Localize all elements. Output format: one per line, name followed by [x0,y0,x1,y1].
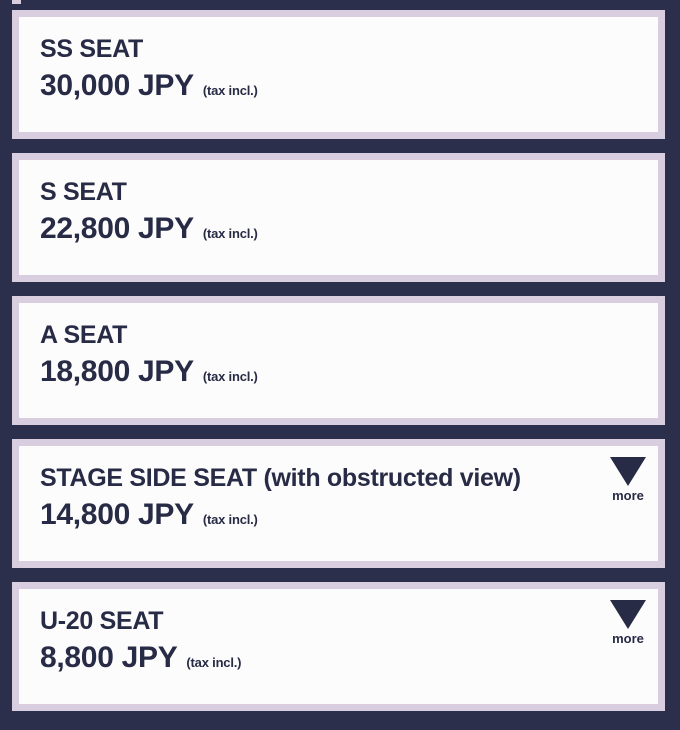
seat-name: A SEAT [40,321,128,349]
card-text [19,589,658,676]
seat-card-s [12,153,665,282]
card-text [19,160,658,247]
card-text [19,303,658,390]
more-button[interactable] [610,457,646,502]
tax-note: (tax incl.) [202,226,258,241]
price-row [40,355,586,390]
seat-price: 14,800 JPY [40,498,194,531]
seat-card-stage-side [12,439,665,568]
tax-note: (tax incl.) [202,512,258,527]
price-row [40,641,586,676]
seat-price: 30,000 JPY [40,69,194,102]
cutoff-card-remnant [12,0,21,4]
expand-more-icon [610,457,646,486]
seat-name: STAGE SIDE SEAT (with obstructed view) [40,464,521,492]
seat-name: SS SEAT [40,35,144,63]
price-row [40,69,586,104]
seat-price: 22,800 JPY [40,212,194,245]
more-label: more [612,488,644,503]
price-row [40,212,586,247]
seat-name: U-20 SEAT [40,607,164,635]
more-button[interactable] [610,600,646,645]
card-text [19,17,658,104]
tax-note: (tax incl.) [202,369,258,384]
seat-name: S SEAT [40,178,127,206]
seat-price: 18,800 JPY [40,355,194,388]
card-text [19,446,658,533]
price-row [40,498,586,533]
seat-card-ss [12,10,665,139]
tax-note: (tax incl.) [186,655,242,670]
more-label: more [612,631,644,646]
expand-more-icon [610,600,646,629]
seat-card-a [12,296,665,425]
seat-price: 8,800 JPY [40,641,178,674]
seat-card-u20 [12,582,665,711]
tax-note: (tax incl.) [202,83,258,98]
